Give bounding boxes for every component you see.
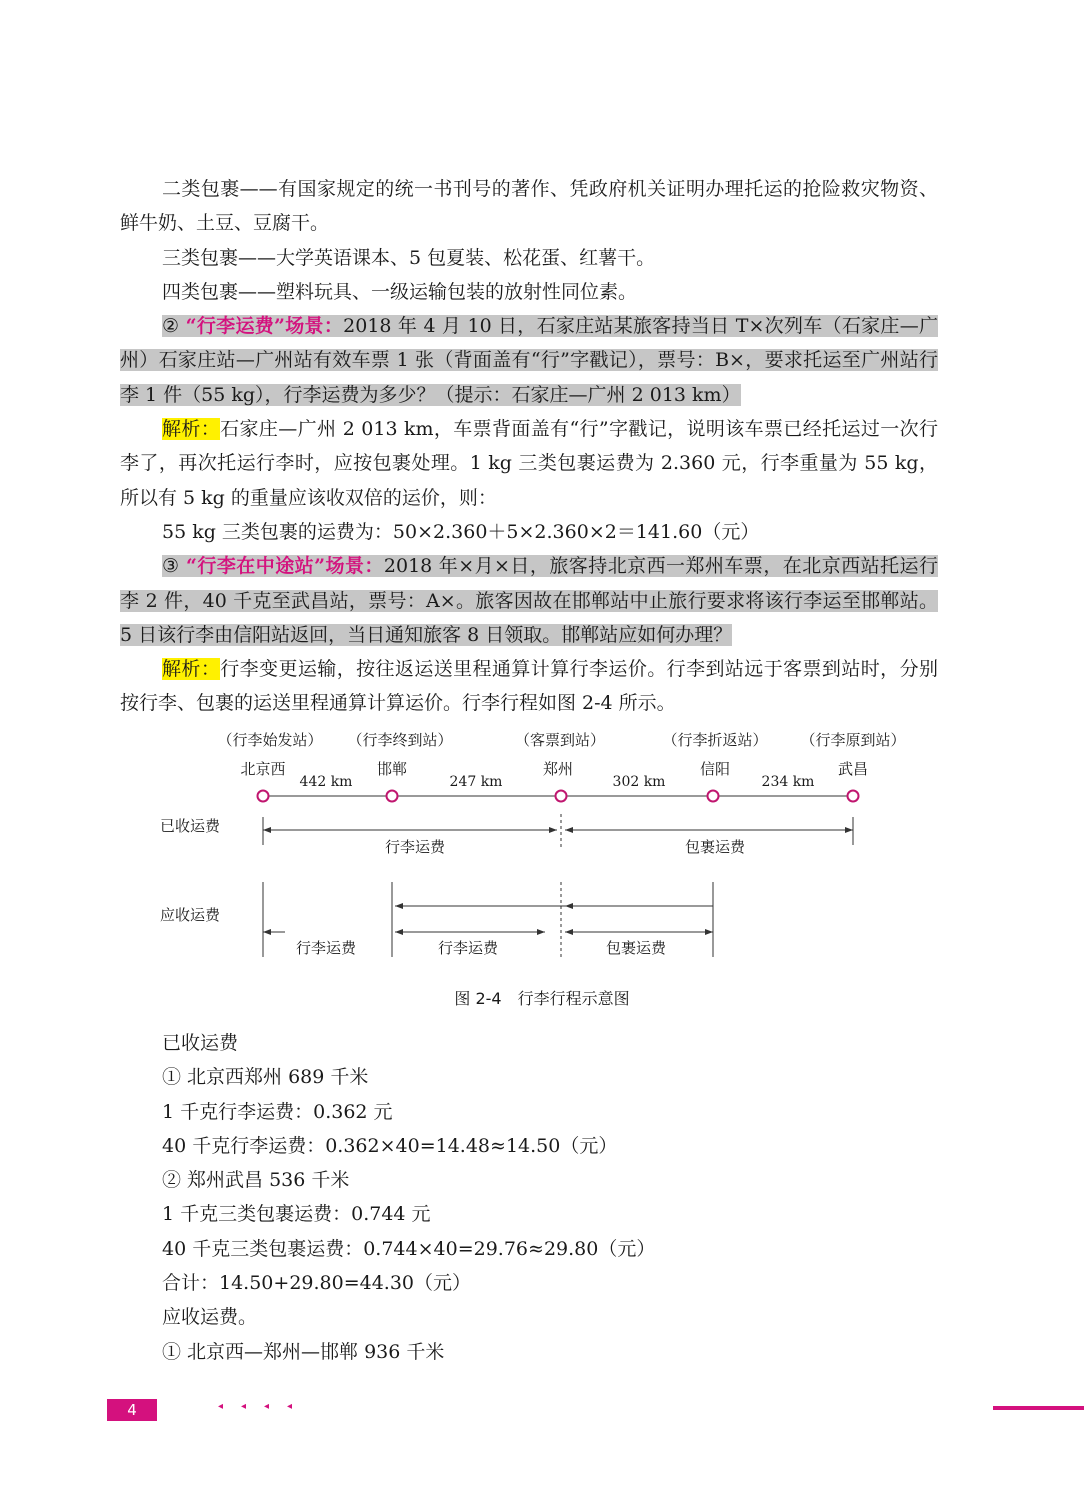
row-label-receivable: 应收运费 [160,906,221,924]
scenario-number: ③ [162,555,180,578]
scenario-body: 2018 年×月×日，旅客持北京西一郑州车票，在北京西站托运行李 2 件，40 千克至武昌站，票号：A×。旅客因故在邯郸站中止旅行要求将该行李运至邯郸站。5 日该行李由信阳站返回，当日通知旅客 8 日领取。邯郸站应如何办理？ [120,555,939,646]
scenario-title: “行李运费”场景： [185,315,344,338]
footer-accent-line [993,1406,1084,1410]
arrow-head [705,929,713,935]
body-text [120,172,938,721]
calc-line: ② 郑州武昌 536 千米 [162,1169,350,1192]
calc-line: ① 北京西郑州 689 千米 [162,1066,369,1089]
formula-line: 55 kg 三类包裹的运费为：50×2.360＋5×2.360×2＝141.60（元） [162,520,760,543]
distance-beijingxi-handan: 442 km [299,774,353,790]
row-label-collected: 已收运费 [160,817,221,835]
figure-caption: 图 2-4 行李行程示意图 [454,989,630,1008]
station-name-zhengzhou: 郑州 [542,760,574,778]
calc-line: 40 千克行李运费：0.362×40=14.48≈14.50（元） [162,1134,618,1157]
row1-parcel-label: 包裹运费 [684,838,746,856]
paragraph-class3-parcel: 三类包裹——大学英语课本、5 包夏装、松花蛋、红薯干。 [162,246,656,269]
scenario-luggage-fee [120,309,938,412]
scenario-body: 2018 年 4 月 10 日，石家庄站某旅客持当日 T×次列车（石家庄—广州）石家庄站—广州站有效车票 1 张（背面盖有“行”字戳记），票号：B×，要求托运至广州站行李 1 件（55 kg），行李运费为多少？（提示：石家庄—广州 2 013 km） [120,315,938,406]
route-diagram-svg [150,722,920,972]
page-number: 4 [107,1399,157,1421]
station-marker-handan [387,791,398,802]
station-marker-wuchang [848,791,859,802]
calc-line: 已收运费 [162,1032,239,1054]
distance-xinyang-wuchang: 234 km [761,774,815,790]
role-luggage-destination: （行李终到站） [347,731,453,749]
arrow-head [395,929,403,935]
fee-calculation [162,1026,922,1369]
calc-line: 应收运费。 [162,1306,258,1329]
calc-line: 合计：14.50+29.80=44.30（元） [162,1272,472,1295]
station-name-handan: 邯郸 [376,760,408,778]
scenario-midway [120,549,938,652]
arrow-head [549,827,557,833]
analysis-label: 解析： [162,418,221,441]
calc-line: 1 千克行李运费：0.362 元 [162,1100,393,1123]
scenario-number: ② [162,315,180,338]
arrow-head [565,827,573,833]
paragraph-class4-parcel: 四类包裹——塑料玩具、一级运输包装的放射性同位素。 [162,280,638,303]
station-name-wuchang: 武昌 [837,760,869,778]
distance-handan-zhengzhou: 247 km [449,774,503,790]
luggage-route-diagram [150,722,920,972]
analysis-label: 解析： [162,658,221,681]
analysis-body: 石家庄—广州 2 013 km，车票背面盖有“行”字戳记，说明该车票已经托运过一次行李了，再次托运行李时，应按包裹处理。1 kg 三类包裹运费为 2.360 元，行李重量为 55 kg，所以有 5 kg 的重量应该收双倍的运价，则： [120,418,938,509]
arrow-head [263,929,271,935]
row2-parcel-label: 包裹运费 [605,939,667,957]
row2-luggage-label-b: 行李运费 [437,939,499,957]
scenario-title: “行李在中途站”场景： [186,555,384,578]
arrow-head [395,903,403,909]
station-marker-xinyang [708,791,719,802]
analysis-1 [120,412,938,515]
footer-arrows-icon: ◂◂◂◂ [218,1401,311,1412]
station-name-xinyang: 信阳 [699,760,731,778]
station-name-beijingxi: 北京西 [240,760,286,778]
arrow-head [845,827,853,833]
arrow-head [565,903,573,909]
paragraph-class2-parcel: 二类包裹——有国家规定的统一书刊号的著作、凭政府机关证明办理托运的抢险救灾物资、鲜牛奶、土豆、豆腐干。 [120,178,938,235]
arrow-head [263,827,271,833]
analysis-body: 行李变更运输，按往返运送里程通算计算行李运价。行李到站远于客票到站时，分别按行李、包裹的运送里程通算计算运价。行李行程如图 2-4 所示。 [120,658,938,715]
row2-luggage-label-a: 行李运费 [295,939,357,957]
analysis-2 [120,652,938,721]
distance-zhengzhou-xinyang: 302 km [612,774,666,790]
role-origin: （行李始发站） [217,731,323,749]
station-marker-zhengzhou [556,791,567,802]
arrow-head [565,929,573,935]
calc-line: ① 北京西—郑州—邯郸 936 千米 [162,1340,445,1363]
calc-line: 40 千克三类包裹运费：0.744×40=29.76≈29.80（元） [162,1237,656,1260]
row1-luggage-label: 行李运费 [384,838,446,856]
role-original-destination: （行李原到站） [800,731,906,749]
calc-line: 1 千克三类包裹运费：0.744 元 [162,1203,431,1226]
station-marker-beijingxi [258,791,269,802]
role-return-station: （行李折返站） [662,731,768,749]
arrow-head [537,929,545,935]
role-ticket-destination: （客票到站） [514,731,606,749]
